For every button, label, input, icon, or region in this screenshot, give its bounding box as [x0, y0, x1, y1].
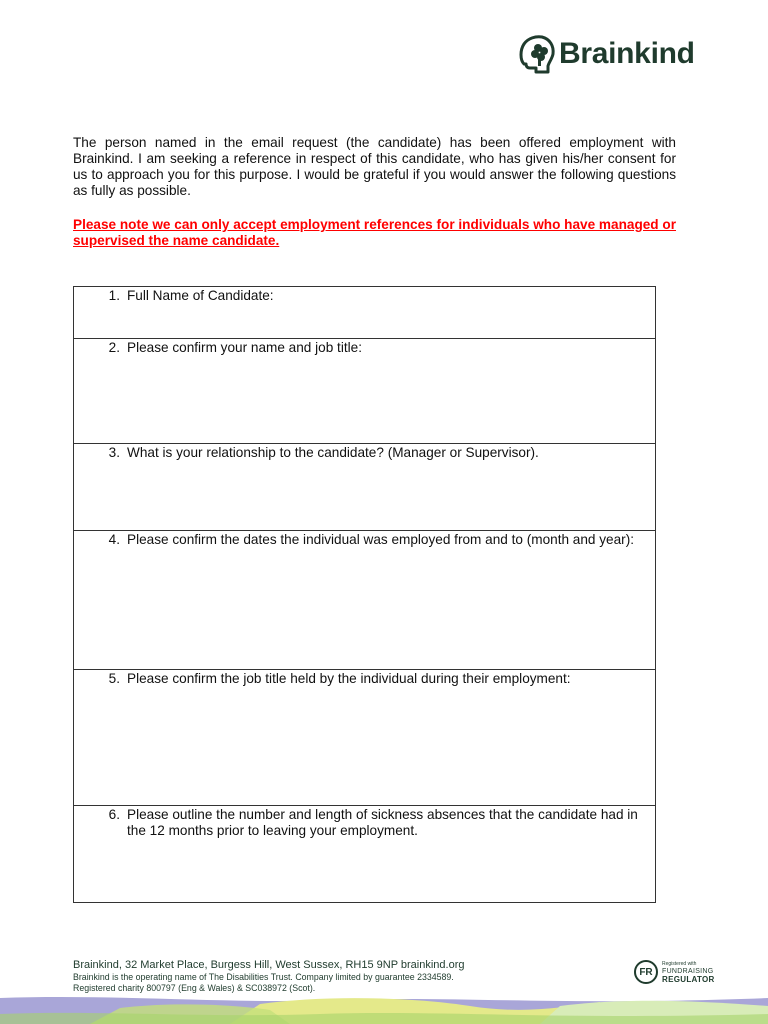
fr-name-1: FUNDRAISING: [662, 968, 714, 975]
answer-field-3[interactable]: [74, 444, 656, 531]
answer-field-1[interactable]: [74, 287, 656, 339]
question-5: [74, 670, 655, 687]
logo-wordmark: Brainkind: [559, 37, 695, 70]
question-row-3: [74, 444, 656, 531]
question-number: 2.: [108, 340, 120, 355]
question-row-2: [74, 339, 656, 444]
footer-address: [73, 958, 465, 994]
fr-badge-icon: FR: [634, 960, 658, 984]
question-2: [74, 339, 655, 356]
question-row-4: [74, 531, 656, 670]
question-number: 3.: [108, 445, 120, 460]
question-text: Please confirm your name and job title:: [127, 340, 362, 355]
question-3: [74, 444, 655, 461]
footer-company-line: Brainkind is the operating name of The Disabilities Trust. Company limited by guarantee 2334589.: [73, 972, 454, 982]
question-row-5: [74, 670, 656, 806]
question-text: What is your relationship to the candidate? (Manager or Supervisor).: [127, 445, 539, 460]
question-row-1: [74, 287, 656, 339]
footer-decorative-wave: [0, 994, 768, 1024]
answer-field-4[interactable]: [74, 531, 656, 670]
footer-charity-line: Registered charity 800797 (Eng & Wales) & SC038972 (Scot).: [73, 983, 316, 993]
question-6: [74, 806, 655, 839]
brainkind-logo: [518, 34, 695, 74]
fr-wordmark: [662, 960, 715, 984]
question-4: [74, 531, 655, 548]
question-text: Please outline the number and length of sickness absences that the candidate had in the 12 months prior to leaving your employment.: [127, 807, 638, 838]
question-text: Please confirm the dates the individual was employed from and to (month and year):: [127, 532, 635, 547]
answer-field-5[interactable]: [74, 670, 656, 806]
reference-questions-table: [73, 286, 656, 903]
question-number: 1.: [108, 288, 120, 303]
question-number: 5.: [108, 671, 120, 686]
fundraising-regulator-logo: [634, 960, 715, 984]
notice-paragraph: Please note we can only accept employment references for individuals who have managed or supervised the name candidate.: [73, 217, 676, 248]
question-1: [74, 287, 655, 304]
question-number: 6.: [108, 807, 120, 822]
question-number: 4.: [108, 532, 120, 547]
answer-field-6[interactable]: [74, 806, 656, 903]
question-text: Please confirm the job title held by the individual during their employment:: [127, 671, 571, 686]
question-row-6: [74, 806, 656, 903]
fr-registered: Registered with: [662, 961, 697, 967]
footer-address-line: Brainkind, 32 Market Place, Burgess Hill, West Sussex, RH15 9NP brainkind.org: [73, 959, 465, 971]
fr-name-2: REGULATOR: [662, 975, 715, 984]
intro-paragraph: The person named in the email request (the candidate) has been offered employment with Brainkind. I am seeking a reference in respect of this candidate, who has given his/her consent for us to approach you for this purpose. I would be grateful if you would answer the following questions as fully as possible.: [73, 135, 676, 198]
question-text: Full Name of Candidate:: [127, 288, 274, 303]
brain-head-icon: [518, 34, 556, 74]
answer-field-2[interactable]: [74, 339, 656, 444]
